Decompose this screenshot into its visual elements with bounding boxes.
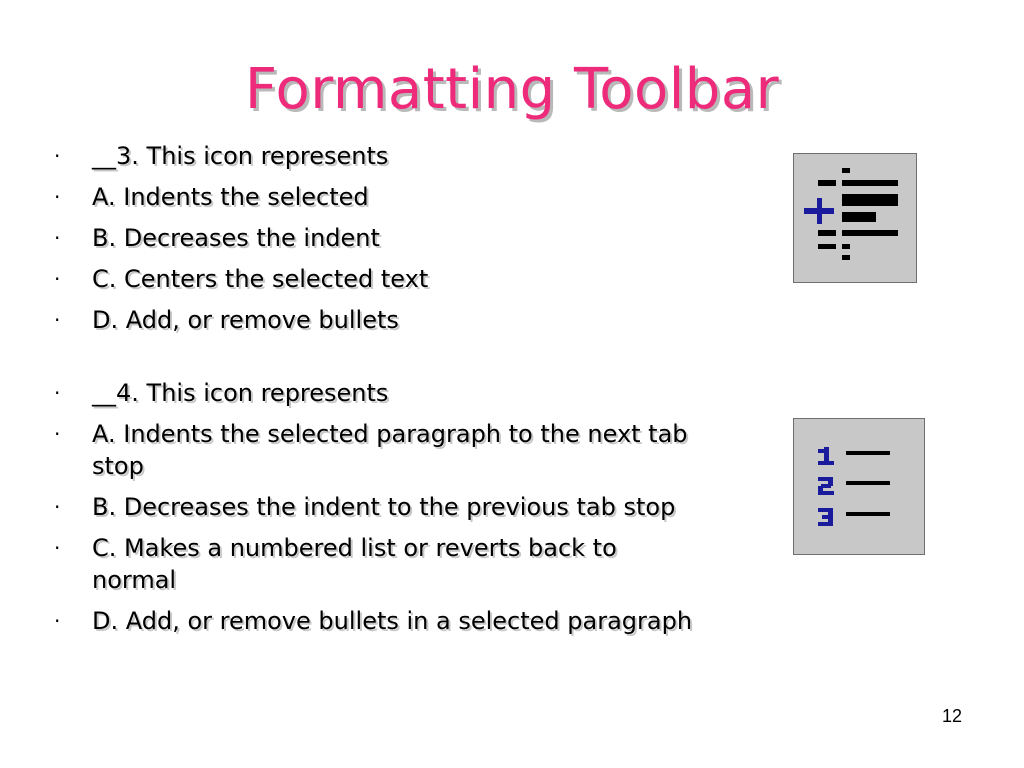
list-item [54, 140, 694, 172]
question-3-option-c: C. Centers the selected text [92, 265, 429, 293]
question-3-option-d: D. Add, or remove bullets [92, 306, 399, 334]
list-number [822, 515, 832, 519]
bullet-marker: · [54, 609, 61, 633]
question-4-option-a: A. Indents the selected paragraph to the next tab stop [92, 420, 688, 480]
list-item [54, 263, 694, 295]
bullet-marker: · [54, 308, 61, 332]
numbered-list-icon [793, 418, 925, 555]
list-item [54, 304, 694, 336]
bullet-marker: · [54, 536, 61, 560]
numbered-list-icon-graphic [794, 419, 924, 554]
list-item [54, 377, 694, 409]
question-3-option-b: B. Decreases the indent [92, 224, 380, 252]
list-number [818, 449, 826, 453]
list-item [54, 491, 694, 523]
indent-line [842, 244, 850, 249]
bullet-marker: · [54, 422, 61, 446]
list-item [54, 181, 694, 213]
indent-line [818, 230, 836, 236]
question-4-option-b: B. Decreases the indent to the previous tab stop [92, 493, 676, 521]
list-line [846, 512, 890, 516]
question-4-prompt: __4. This icon represents [92, 379, 389, 407]
list-item [54, 532, 694, 596]
list-item [54, 605, 694, 637]
indent-line [842, 180, 898, 186]
bullet-marker: · [54, 144, 61, 168]
list-number [818, 461, 834, 465]
list-number [818, 522, 833, 526]
list-number [818, 491, 834, 495]
indent-line [842, 212, 876, 222]
indent-line [842, 255, 850, 260]
question-4-option-d: D. Add, or remove bullets in a selected paragraph [92, 607, 693, 635]
question-list [54, 140, 694, 646]
question-3-option-a: A. Indents the selected [92, 183, 369, 211]
increase-indent-icon [793, 153, 917, 283]
list-line [846, 481, 890, 485]
indent-line [842, 168, 850, 173]
indent-line [818, 244, 836, 249]
page-number: 12 [941, 706, 962, 726]
indent-line [818, 180, 836, 186]
indent-line [842, 194, 898, 206]
slide-title: Formatting Toolbar [244, 57, 780, 122]
list-item [54, 222, 694, 254]
bullet-marker: · [54, 185, 61, 209]
indent-line [842, 230, 898, 236]
bullet-marker: · [54, 226, 61, 250]
increase-indent-icon-graphic [794, 154, 916, 282]
question-4-option-c: C. Makes a numbered list or reverts back to normal [92, 534, 617, 594]
question-3-prompt: __3. This icon represents [92, 142, 389, 170]
indent-arrow [817, 198, 822, 224]
bullet-marker: · [54, 267, 61, 291]
list-item [54, 418, 694, 482]
list-line [846, 451, 890, 455]
bullet-marker: · [54, 381, 61, 405]
bullet-marker: · [54, 495, 61, 519]
